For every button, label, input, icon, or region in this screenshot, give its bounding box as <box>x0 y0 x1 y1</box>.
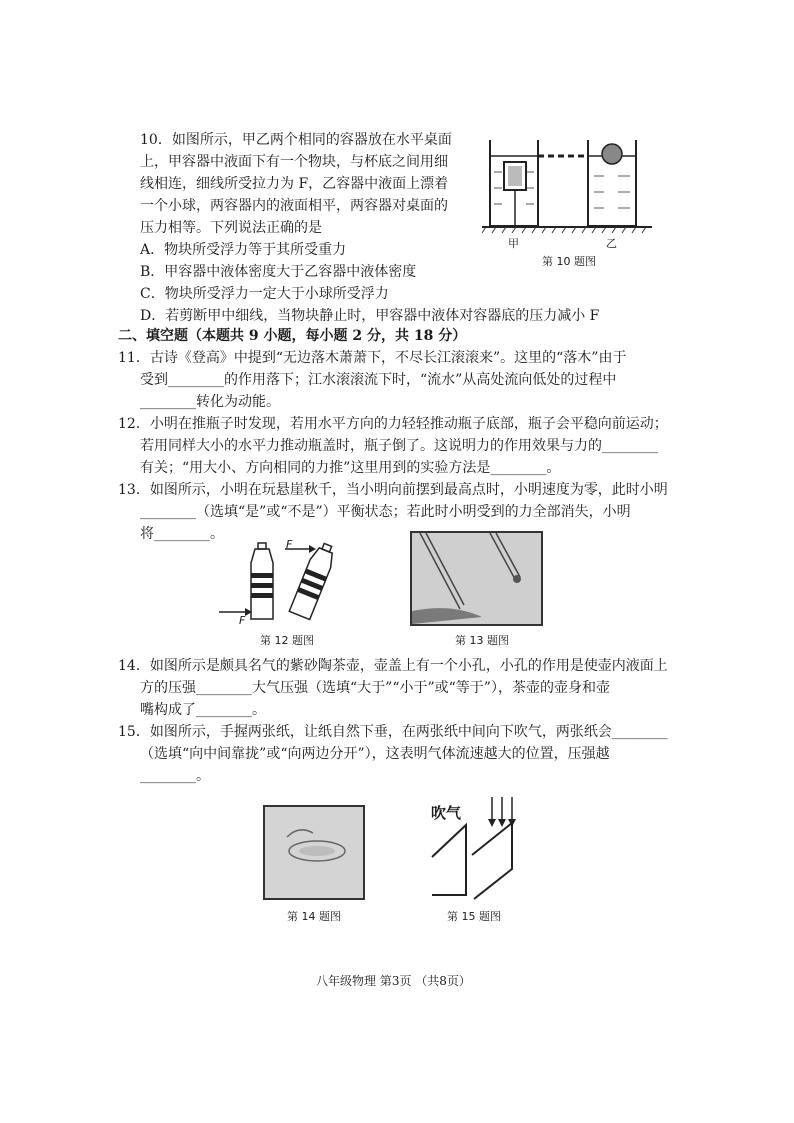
q10-line-5: 压力相等。下列说法正确的是 <box>140 220 322 236</box>
q11-line-3: ________转化为动能。 <box>140 394 280 410</box>
q10-label-jia: 甲 <box>508 237 519 250</box>
q11-line-1: 11．古诗《登高》中提到“无边落木萧萧下，不尽长江滚滚来”。这里的“落木”由于 <box>118 350 627 366</box>
section-2-heading: 二、填空题（本题共 9 小题，每小题 2 分，共 18 分） <box>118 328 467 344</box>
q12-line-1: 12．小明在推瓶子时发现，若用水平方向的力轻轻推动瓶子底部，瓶子会平稳向前运动； <box>118 416 668 432</box>
page-footer: 八年级物理 第3页 （共8页） <box>316 974 471 988</box>
paper-left <box>432 825 466 895</box>
q14-caption: 第 14 题图 <box>287 910 341 923</box>
q12-line-3: 有关；“用大小、方向相同的力推”这里用到的实验方法是________。 <box>140 460 561 476</box>
q13-caption: 第 13 题图 <box>455 634 509 647</box>
floating-ball <box>602 144 622 164</box>
bottle-tilted <box>289 541 338 620</box>
q12-caption: 第 12 题图 <box>260 634 314 647</box>
q12-figure <box>215 535 345 630</box>
container-jia <box>490 140 538 226</box>
q14-line-3: 嘴构成了________。 <box>140 702 266 718</box>
q13-line-2: ________（选填“是”或“不是”）平衡状态；若此时小明受到的力全部消失，小明 <box>140 504 631 520</box>
q12-line-2: 若用同样大小的水平力推动瓶盖时，瓶子倒了。这说明力的作用效果与力的________ <box>140 438 658 454</box>
q15-line-2: （选填“向中间靠拢”或“向两边分开”），这表明气体流速越大的位置，压强越 <box>140 746 610 762</box>
q14-line-1: 14．如图所示是颇具名气的紫砂陶茶壶，壶盖上有一个小孔，小孔的作用是使壶内液面上 <box>118 658 668 674</box>
q13-photo <box>410 531 543 626</box>
q15-figure <box>420 795 530 905</box>
q11-line-2: 受到________的作用落下；江水滚滚流下时，“流水”从高处流向低处的过程中 <box>140 372 617 388</box>
q13-line-1: 13．如图所示，小明在玩悬崖秋千，当小明向前摆到最高点时，小明速度为零，此时小明 <box>118 482 668 498</box>
q14-line-2: 方的压强________大气压强（选填“大于”“小于”或“等于”），茶壶的壶身和壶 <box>140 680 610 696</box>
blow-arrows <box>492 797 512 821</box>
q10-option-b: B．甲容器中液体密度大于乙容器中液体密度 <box>140 264 417 280</box>
q10-caption: 第 10 题图 <box>542 255 596 268</box>
q12-force-label-bottom: F <box>239 614 246 627</box>
q10-option-d: D．若剪断甲中细线，当物块静止时，甲容器中液体对容器底的压力减小 F <box>140 308 600 324</box>
bottle-upright <box>251 543 273 619</box>
q13-line-3: 将________。 <box>140 526 224 542</box>
q10-line-2: 上，甲容器中液面下有一个物块，与杯底之间用细 <box>140 154 448 170</box>
container-yi <box>588 140 636 226</box>
paper-right <box>472 823 512 899</box>
q15-line-3: ________。 <box>140 768 210 784</box>
q15-line-1: 15．如图所示，手握两张纸，让纸自然下垂，在两张纸中间向下吹气，两张纸会________ <box>118 724 668 740</box>
q10-line-4: 一个小球，两容器内的液面相平，两容器对桌面的 <box>140 198 448 214</box>
q10-label-yi: 乙 <box>606 237 617 250</box>
q15-blow-label: 吹气 <box>431 804 462 822</box>
q15-caption: 第 15 题图 <box>447 910 501 923</box>
q10-figure <box>482 132 652 252</box>
q12-force-label-top: F <box>286 538 293 551</box>
swing-photo-sketch <box>412 533 541 624</box>
q10-line-1: 10．如图所示，甲乙两个相同的容器放在水平桌面 <box>140 132 452 148</box>
q10-line-3: 线相连，细线所受拉力为 F，乙容器中液面上漂着 <box>140 176 449 192</box>
q10-option-a: A．物块所受浮力等于其所受重力 <box>140 242 347 258</box>
q10-option-c: C．物块所受浮力一定大于小球所受浮力 <box>140 286 389 302</box>
teapot-photo-sketch <box>265 807 363 898</box>
q14-photo <box>263 805 365 900</box>
